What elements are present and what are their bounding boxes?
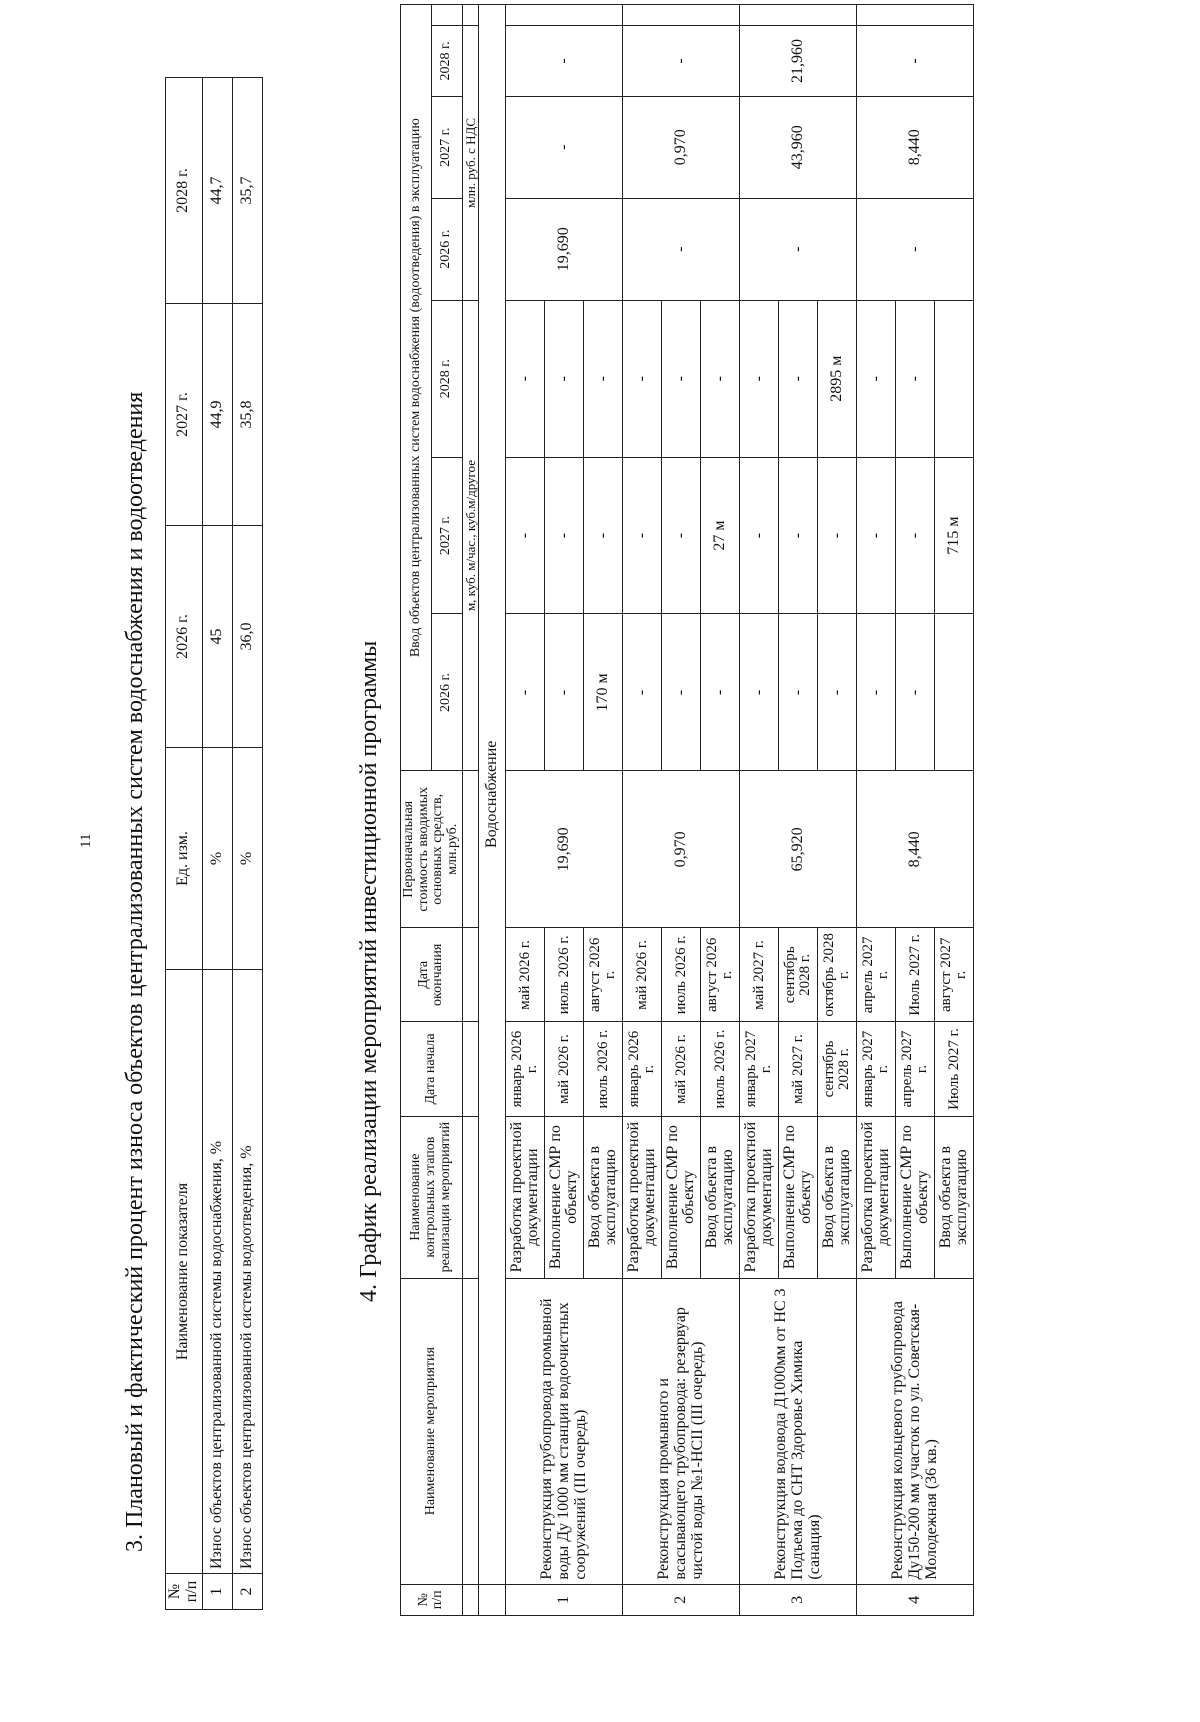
stage-name: Ввод объекта в эксплуатацию xyxy=(584,1116,623,1278)
phys-2028: - xyxy=(545,300,584,457)
phys-2027: - xyxy=(740,457,779,614)
measure-cost: 19,690 xyxy=(506,771,623,928)
stage-end: май 2026 г. xyxy=(506,928,545,1022)
col-header-measure: Наименование мероприятия xyxy=(401,1278,463,1584)
phys-2027: - xyxy=(662,457,701,614)
col-header-num: № п/п xyxy=(401,1584,463,1615)
stage-name: Выполнение СМР по объекту xyxy=(662,1116,701,1278)
stage-end: сентябрь 2028 г. xyxy=(779,928,818,1022)
stage-end: май 2027 г. xyxy=(740,928,779,1022)
stage-end: октябрь 2028 г. xyxy=(818,928,857,1022)
measure-num: 3 xyxy=(740,1584,857,1615)
wear-percentage-table xyxy=(165,77,263,1610)
col-header-start: Дата начала xyxy=(401,1022,463,1116)
phys-2027: - xyxy=(779,457,818,614)
col-header-money-2026: 2026 г. xyxy=(431,198,462,300)
stage-start: январь 2026 г. xyxy=(623,1022,662,1116)
phys-2028: - xyxy=(857,300,896,457)
col-header-unit: Ед. изм. xyxy=(166,748,203,970)
phys-2027: - xyxy=(506,457,545,614)
stage-end: апрель 2027 г. xyxy=(857,928,896,1022)
phys-2027: - xyxy=(584,457,623,614)
blank-cell xyxy=(506,5,623,26)
table-header-row xyxy=(166,78,203,1610)
stage-start: май 2027 г. xyxy=(779,1022,818,1116)
table-row xyxy=(232,78,262,1610)
phys-2028: - xyxy=(779,300,818,457)
row-2028: 35,7 xyxy=(232,78,262,304)
phys-2026: - xyxy=(662,614,701,771)
measure-num: 2 xyxy=(623,1584,740,1615)
table-row xyxy=(202,78,232,1610)
section-label: Водоснабжение xyxy=(479,5,506,1585)
phys-2028: - xyxy=(623,300,662,457)
measure-name: Реконструкция водовода Д1000мм от НС 3 Подъема до СНТ Здоровье Химика (санация) xyxy=(740,1278,857,1584)
blank-cell xyxy=(857,5,974,26)
row-2026: 36,0 xyxy=(232,526,262,748)
phys-2026: - xyxy=(740,614,779,771)
table-row xyxy=(506,5,545,1616)
stage-end: июль 2026 г. xyxy=(545,928,584,1022)
investment-schedule-table xyxy=(400,4,974,1616)
stage-name: Разработка проектной документации xyxy=(857,1116,896,1278)
money-2027: - xyxy=(506,96,623,198)
stage-start: май 2026 г. xyxy=(545,1022,584,1116)
phys-2026: - xyxy=(545,614,584,771)
money-2027: 8,440 xyxy=(857,96,974,198)
phys-2027: - xyxy=(896,457,935,614)
unit-money: млн. руб. с НДС xyxy=(462,26,479,301)
measure-cost: 65,920 xyxy=(740,771,857,928)
money-2026: - xyxy=(623,198,740,300)
stage-end: май 2026 г. xyxy=(623,928,662,1022)
stage-start: январь 2027 г. xyxy=(857,1022,896,1116)
col-header-phys-2028: 2028 г. xyxy=(431,300,462,457)
phys-2027: 27 м xyxy=(701,457,740,614)
stage-start: июль 2026 г. xyxy=(701,1022,740,1116)
phys-2026: - xyxy=(896,614,935,771)
phys-2027: - xyxy=(857,457,896,614)
stage-end: июль 2026 г. xyxy=(662,928,701,1022)
stage-end: август 2026 г. xyxy=(584,928,623,1022)
measure-name: Реконструкция кольцевого трубопровода Ду150-200 мм участок по ул. Советская-Молодежная (36 кв.) xyxy=(857,1278,974,1584)
money-2028: 21,960 xyxy=(740,26,857,97)
col-header-phys-2027: 2027 г. xyxy=(431,457,462,614)
money-2027: 43,960 xyxy=(740,96,857,198)
stage-name: Разработка проектной документации xyxy=(506,1116,545,1278)
row-2027: 44,9 xyxy=(202,304,232,526)
phys-2026: - xyxy=(623,614,662,771)
table-header-row xyxy=(401,5,432,1616)
phys-2028 xyxy=(935,300,974,457)
money-2026: - xyxy=(857,198,974,300)
phys-2028: - xyxy=(740,300,779,457)
unit-physical: м, куб. м/час., куб.м/другое xyxy=(462,300,479,771)
row-unit: % xyxy=(232,748,262,970)
stage-start: Июль 2027 г. xyxy=(935,1022,974,1116)
col-header-stage: Наименование контрольных этапов реализации мероприятий xyxy=(401,1116,463,1278)
stage-name: Разработка проектной документации xyxy=(623,1116,662,1278)
row-name: Износ объектов централизованной системы водоснабжения, % xyxy=(202,970,232,1574)
col-header-name: Наименование показателя xyxy=(166,970,203,1574)
phys-2028: - xyxy=(662,300,701,457)
stage-start: январь 2026 г. xyxy=(506,1022,545,1116)
phys-2028: - xyxy=(701,300,740,457)
stage-start: май 2026 г. xyxy=(662,1022,701,1116)
col-header-2026: 2026 г. xyxy=(166,526,203,748)
blank-cell xyxy=(623,5,740,26)
phys-2028: 2895 м xyxy=(818,300,857,457)
phys-2028: - xyxy=(506,300,545,457)
col-header-blank xyxy=(431,5,462,26)
money-2027: 0,970 xyxy=(623,96,740,198)
blank-cell xyxy=(740,5,857,26)
col-header-input-group: Ввод объектов централизованных систем водоснабжения (водоотведения) в эксплуатацию xyxy=(401,5,432,771)
section-4-title: 4. График реализации мероприятий инвестиционной программы xyxy=(356,640,382,1302)
page-number: 11 xyxy=(78,833,94,848)
phys-2026: - xyxy=(701,614,740,771)
measure-name: Реконструкция трубопровода промывной воды Ду 1000 мм станции водоочистных сооружений (III очередь) xyxy=(506,1278,623,1584)
stage-start: июль 2026 г. xyxy=(584,1022,623,1116)
section-3-title: 3. Плановый и фактический процент износа объектов централизованных систем водоснабжения и водоотведения xyxy=(122,391,148,1552)
phys-2026: - xyxy=(506,614,545,771)
phys-2027: 715 м xyxy=(935,457,974,614)
phys-2026: - xyxy=(818,614,857,771)
phys-2027: - xyxy=(545,457,584,614)
stage-name: Выполнение СМР по объекту xyxy=(779,1116,818,1278)
money-2026: 19,690 xyxy=(506,198,623,300)
stage-start: январь 2027 г. xyxy=(740,1022,779,1116)
stage-name: Ввод объекта в эксплуатацию xyxy=(935,1116,974,1278)
measure-cost: 8,440 xyxy=(857,771,974,928)
col-header-end: Дата окончания xyxy=(401,928,463,1022)
stage-start: апрель 2027 г. xyxy=(896,1022,935,1116)
col-header-phys-2026: 2026 г. xyxy=(431,614,462,771)
col-header-2027: 2027 г. xyxy=(166,304,203,526)
col-header-num: № п/п xyxy=(166,1574,203,1610)
row-unit: % xyxy=(202,748,232,970)
phys-2028: - xyxy=(896,300,935,457)
stage-end: август 2027 г. xyxy=(935,928,974,1022)
row-2026: 45 xyxy=(202,526,232,748)
stage-name: Ввод объекта в эксплуатацию xyxy=(701,1116,740,1278)
row-num: 1 xyxy=(202,1574,232,1610)
measure-cost: 0,970 xyxy=(623,771,740,928)
table-row xyxy=(623,5,662,1616)
col-header-cost: Первоначальная стоимость вводимых основных средств, млн.руб. xyxy=(401,771,463,928)
stage-name: Разработка проектной документации xyxy=(740,1116,779,1278)
table-row xyxy=(857,5,896,1616)
phys-2026: 170 м xyxy=(584,614,623,771)
money-2026: - xyxy=(740,198,857,300)
row-2028: 44,7 xyxy=(202,78,232,304)
row-name: Износ объектов централизованной системы водоотведения, % xyxy=(232,970,262,1574)
col-header-2028: 2028 г. xyxy=(166,78,203,304)
section-row xyxy=(479,5,506,1616)
money-2028: - xyxy=(857,26,974,97)
stage-name: Выполнение СМР по объекту xyxy=(545,1116,584,1278)
row-2027: 35,8 xyxy=(232,304,262,526)
stage-end: август 2026 г. xyxy=(701,928,740,1022)
phys-2027: - xyxy=(623,457,662,614)
phys-2026: - xyxy=(779,614,818,771)
phys-2027: - xyxy=(818,457,857,614)
money-2028: - xyxy=(506,26,623,97)
stage-name: Ввод объекта в эксплуатацию xyxy=(818,1116,857,1278)
col-header-money-2027: 2027 г. xyxy=(431,96,462,198)
measure-num: 4 xyxy=(857,1584,974,1615)
units-row xyxy=(462,5,479,1616)
stage-start: сентябрь 2028 г. xyxy=(818,1022,857,1116)
money-2028: - xyxy=(623,26,740,97)
col-header-money-2028: 2028 г. xyxy=(431,26,462,97)
measure-name: Реконструкция промывного и всасывающего трубопровода: резервуар чистой воды №1-НСII (III очередь) xyxy=(623,1278,740,1584)
stage-end: Июль 2027 г. xyxy=(896,928,935,1022)
phys-2026: - xyxy=(857,614,896,771)
table-row xyxy=(740,5,779,1616)
measure-num: 1 xyxy=(506,1584,623,1615)
phys-2026 xyxy=(935,614,974,771)
stage-name: Выполнение СМР по объекту xyxy=(896,1116,935,1278)
row-num: 2 xyxy=(232,1574,262,1610)
phys-2028: - xyxy=(584,300,623,457)
